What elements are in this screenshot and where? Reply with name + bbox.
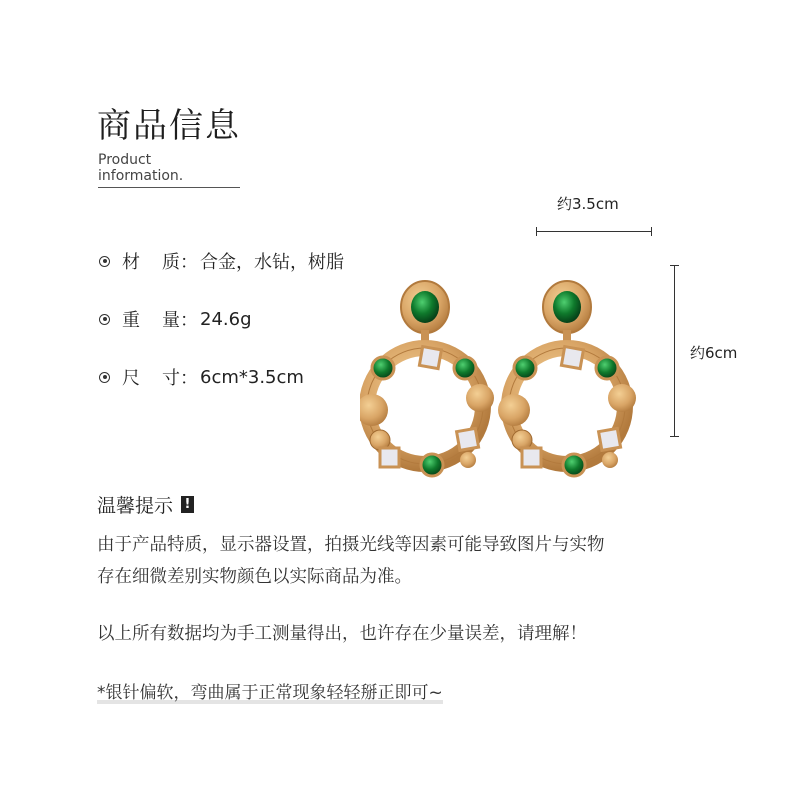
- spec-label: 重 量：: [122, 310, 198, 331]
- bullet-icon: [99, 372, 110, 383]
- exclamation-icon: !: [181, 496, 194, 513]
- spec-label: 材 质：: [122, 252, 198, 273]
- notice-paragraph-1-line-1: 由于产品特质，显示器设置，拍摄光线等因素可能导致图片与实物: [97, 535, 605, 555]
- bullet-icon: [99, 256, 110, 267]
- width-dimension-line: [536, 231, 652, 232]
- page-subtitle: Product information.: [98, 152, 240, 188]
- earrings-product-image: [360, 270, 650, 485]
- notice-paragraph-2: 以上所有数据均为手工测量得出，也许存在少量误差，请理解！: [97, 624, 587, 644]
- notice-title: 温馨提示 !: [97, 491, 194, 518]
- notice-paragraph-1-line-2: 存在细微差别实物颜色以实际商品为准。: [97, 567, 412, 587]
- spec-value: 24.6g: [200, 308, 252, 330]
- height-dimension-label: 约6cm: [690, 344, 738, 362]
- width-dimension-label: 约3.5cm: [557, 195, 619, 213]
- spec-value: 6cm*3.5cm: [200, 366, 304, 388]
- page-title: 商品信息: [97, 106, 241, 146]
- height-dimension-line: [674, 265, 675, 437]
- bullet-icon: [99, 314, 110, 325]
- spec-row-size: [99, 364, 304, 390]
- spec-label: 尺 寸：: [122, 368, 198, 389]
- spec-row-weight: [99, 306, 252, 332]
- spec-value: 合金，水钻，树脂: [200, 252, 344, 273]
- notice-tip: *银针偏软，弯曲属于正常现象轻轻掰正即可~: [97, 683, 443, 703]
- spec-row-material: [99, 248, 344, 274]
